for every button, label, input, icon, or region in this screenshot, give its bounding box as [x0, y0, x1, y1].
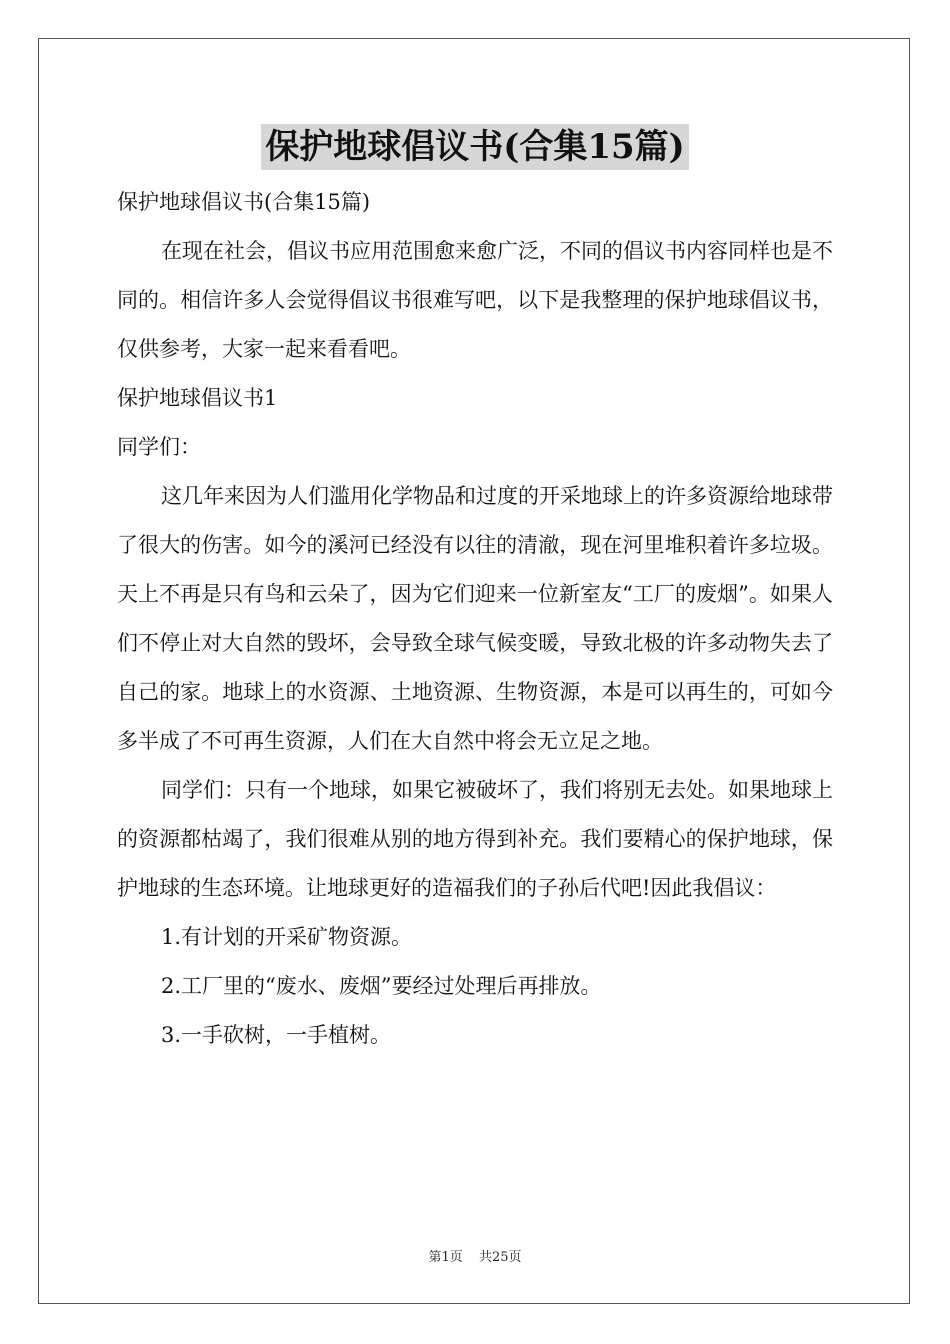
section-heading: 保护地球倡议书1	[117, 386, 278, 410]
page-footer	[0, 1246, 950, 1265]
list-item: 1.有计划的开采矿物资源。	[161, 925, 413, 949]
salutation: 同学们：	[117, 435, 201, 459]
page-total: 共25页	[478, 1250, 522, 1265]
body-paragraph: 同学们：只有一个地球，如果它被破坏了，我们将别无去处。如果地球上的资源都枯竭了，我们很难从别的地方得到补充。我们要精心的保护地球，保护地球的生态环境。让地球更好的造福我们的子孙后代吧!因此我倡议：	[117, 778, 833, 900]
body-paragraph: 这几年来因为人们滥用化学物品和过度的开采地球上的许多资源给地球带了很大的伤害。如今的溪河已经没有以往的清澈，现在河里堆积着许多垃圾。天上不再是只有鸟和云朵了，因为它们迎来一位新室友“工厂的废烟”。如果人们不停止对大自然的毁坏，会导致全球气候变暖，导致北极的许多动物失去了自己的家。地球上的水资源、土地资源、生物资源，本是可以再生的，可如今多半成了不可再生资源，人们在大自然中将会无立足之地。	[117, 484, 833, 753]
title-container	[0, 124, 950, 170]
document-title: 保护地球倡议书(合集15篇)	[261, 124, 689, 170]
document-body	[117, 178, 833, 1060]
document-subtitle: 保护地球倡议书(合集15篇)	[117, 190, 371, 214]
page-number: 第1页	[428, 1250, 463, 1265]
list-item: 2.工厂里的“废水、废烟”要经过处理后再排放。	[161, 974, 602, 998]
list-item: 3.一手砍树，一手植树。	[161, 1023, 392, 1047]
intro-paragraph: 在现在社会，倡议书应用范围愈来愈广泛，不同的倡议书内容同样也是不同的。相信许多人会觉得倡议书很难写吧，以下是我整理的保护地球倡议书，仅供参考，大家一起来看看吧。	[117, 239, 833, 361]
